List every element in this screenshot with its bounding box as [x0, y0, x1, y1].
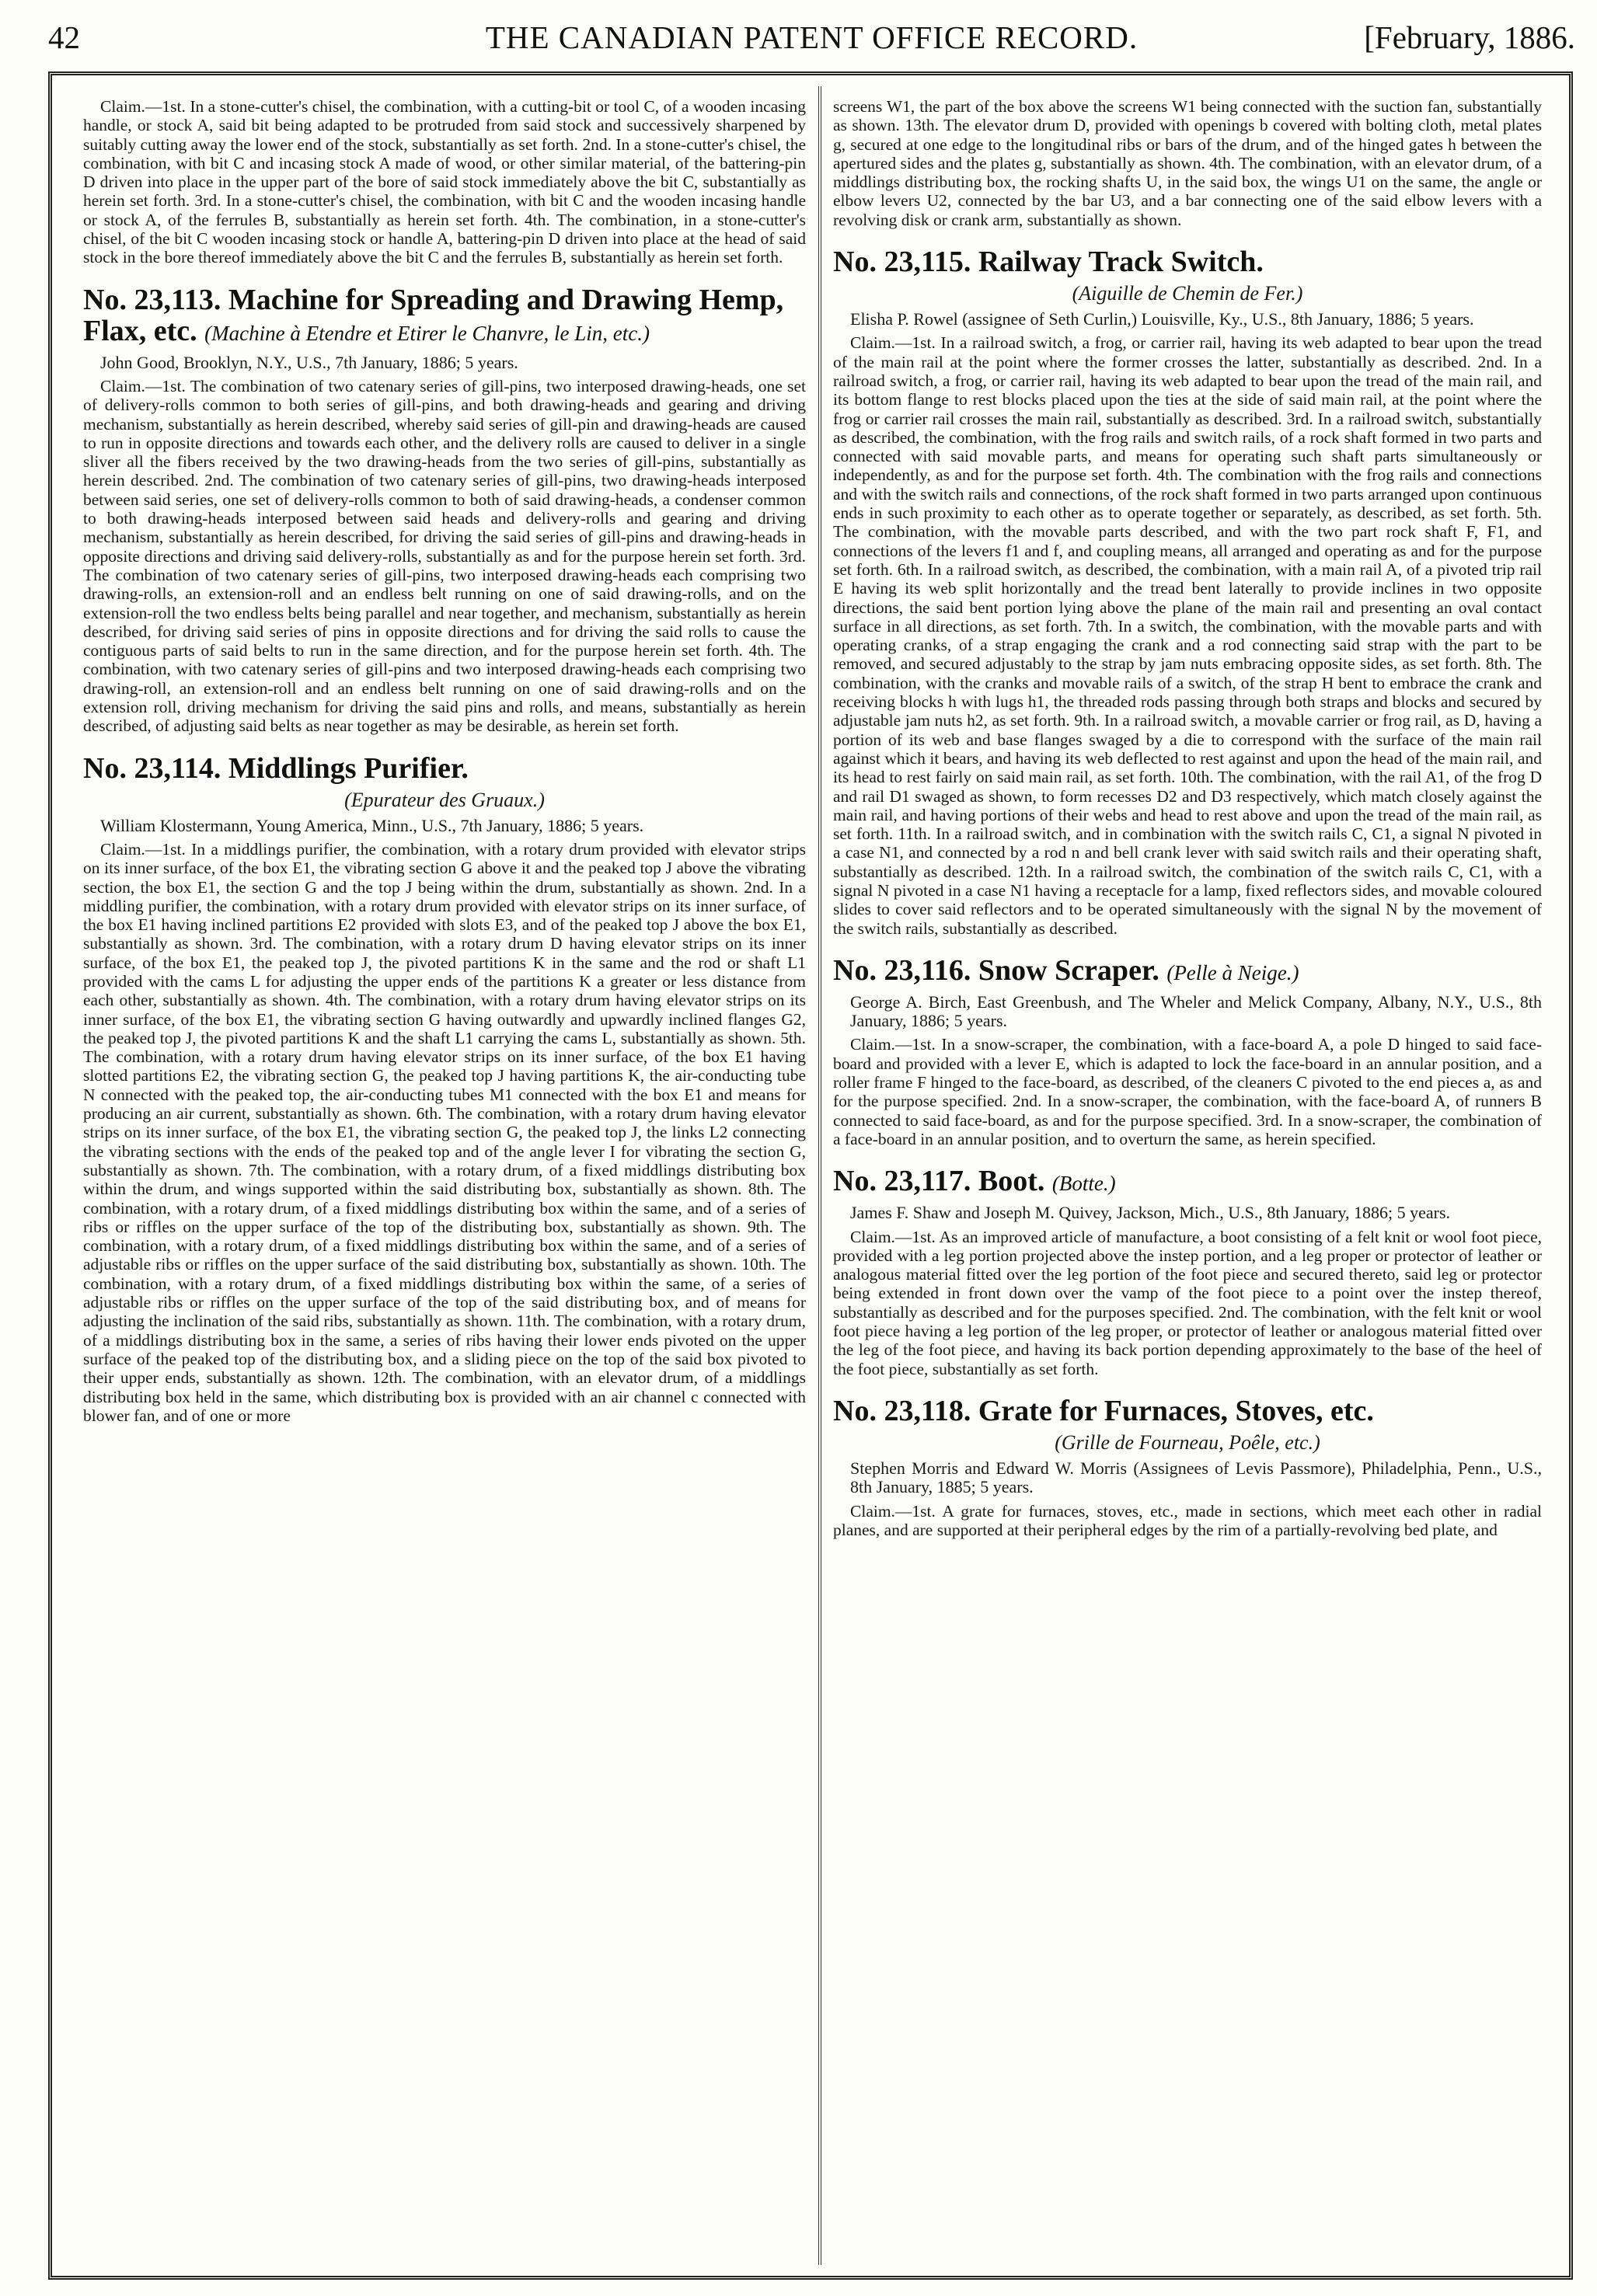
- right-column: [833, 97, 1542, 2262]
- patent-number: No. 23,114.: [83, 751, 221, 785]
- running-head: [48, 14, 1575, 61]
- patentee-line: John Good, Brooklyn, N.Y., U.S., 7th January, 1886; 5 years.: [100, 352, 518, 372]
- french-title: (Pelle à Neige.): [1166, 960, 1299, 984]
- french-title: (Grille de Fourneau, Poêle, etc.): [1055, 1430, 1320, 1454]
- page-frame: [48, 71, 1573, 2280]
- patentee-line: Elisha P. Rowel (assignee of Seth Curlin,) Louisville, Ky., U.S., 8th January, 1886; 5 years.: [850, 309, 1474, 329]
- entry-heading: [833, 955, 1542, 988]
- patentee-line: George A. Birch, East Greenbush, and The Wheler and Melick Company, Albany, N.Y., U.S., 8th January, 1886; 5 years.: [850, 991, 1542, 1031]
- patentee-line: William Klostermann, Young America, Minn., U.S., 7th January, 1886; 5 years.: [100, 815, 644, 835]
- claim-text: Claim.—1st. The combination of two catenary series of gill-pins, two interposed drawing-heads, one set of delivery-rolls common to both series of gill-pins, and both drawing-heads and gearing and driving mechanism, substantially as herein described, whereby said series of gill-pin and drawing-heads are caused to run in opposite directions and towards each other, and the delivery rolls are caused to deliver in a single sliver all the fibers received by the two drawing-heads from the two series of gill-pins, substantially as herein described. 2nd. The combination of two catenary series of gill-pins, two drawing-heads interposed between said series, one set of delivery-rolls common to both of said drawing-heads, a condenser common to both drawing-heads interposed between said heads and delivery-rolls and gearing and driving mechanism, substantially as herein described, for driving the said series of gill-pins and drawing-heads in opposite directions and driving said delivery-rolls, substantially as and for the purpose herein set forth. 3rd. The combination of two catenary series of gill-pins, two interposed drawing-heads each comprising two drawing-rolls, an extension-roll and an endless belt running on one of said drawing-rolls, and on the extension-roll the two endless belts being parallel and near together, and mechanism, substantially as herein described, for driving said series of pins in opposite directions and for driving the said rolls to cause the contiguous parts of said belts to run in the same direction, and for the purpose herein set forth. 4th. The combination, with two catenary series of gill-pins and two interposed drawing-heads each comprising two drawing-roll, an extension-roll and an endless belt running on one of said drawing-rolls and on the extension roll, driving mechanism for driving the said pins and rolls, and means, substantially as herein described, of adjusting said belts as near together as may be desirable, as herein set forth.: [83, 376, 806, 736]
- french-title: (Epurateur des Gruaux.): [344, 788, 545, 811]
- left-column: [83, 97, 806, 2262]
- patent-number: No. 23,113.: [83, 283, 221, 316]
- french-title: (Aiguille de Chemin de Fer.): [1072, 282, 1303, 305]
- claim-text: Claim.—1st. A grate for furnaces, stoves, etc., made in sections, which meet each other in radial planes, and are supported at their peripheral edges by the rim of a partially-revolving bed plate, and: [833, 1501, 1542, 1539]
- publication-title: THE CANADIAN PATENT OFFICE RECORD.: [485, 19, 1138, 55]
- french-title: (Botte.): [1051, 1172, 1116, 1196]
- claim-text: Claim.—1st. As an improved article of manufacture, a boot consisting of a felt knit or wool foot piece, provided with a leg portion projected above the instep portion, and a leg proper or protector of leather or analogous material fitted over the leg portion of the foot piece and secured thereto, said leg or protector being extended in front down over the vamp of the foot piece to a point over the instep thereof, substantially as described and for the purposes specified. 2nd. The combination, with the felt knit or wool foot piece having a leg portion of the leg proper, or protector of leather or analogous material fitted over the leg of the foot piece, and having its back portion depending approximately to the base of the heel of the foot piece, substantially as set forth.: [833, 1227, 1542, 1378]
- patent-title: Boot.: [978, 1165, 1045, 1198]
- patent-entry-23118: [833, 1395, 1542, 1539]
- entry-heading: [833, 1165, 1542, 1199]
- patent-entry-23113: [83, 284, 806, 736]
- patent-number: No. 23,118.: [833, 1394, 971, 1427]
- entry-heading: [83, 284, 806, 349]
- patent-number: No. 23,116.: [833, 953, 971, 987]
- issue-date: [February, 1886.: [1364, 19, 1575, 55]
- patent-entry-23116: [833, 955, 1542, 1148]
- claim-text: Claim.—1st. In a snow-scraper, the combination, with a face-board A, a pole D hinged to said face-board and provided with a lever E, which is adapted to lock the face-board in an annular position, and a roller frame F hinged to the face-board, as described, of the cleaners C pivoted to the end pieces a, as and for the purpose specified. 2nd. In a snow-scraper, the combination, with the face-board A, of runners B connected to said face-board, as and for the purpose specified. 3rd. In a snow-scraper, the combination of a face-board in an annular position, and to overturn the same, as herein specified.: [833, 1035, 1542, 1148]
- patent-number: No. 23,117.: [833, 1165, 971, 1198]
- patent-title: Grate for Furnaces, Stoves, etc.: [978, 1394, 1374, 1427]
- patent-number: No. 23,115.: [833, 246, 971, 279]
- patent-entry-23117: [833, 1165, 1542, 1378]
- continued-claim: Claim.—1st. In a stone-cutter's chisel, the combination, with a cutting-bit or tool C, of a wooden incasing handle, or stock A, said bit being adapted to be protruded from said stock and successively sharpened by suitably cutting away the lower end of the stock, substantially as set forth. 2nd. In a stone-cutter's chisel, the combination, with bit C and incasing stock A made of wood, or other similar material, of the battering-pin D driven into place in the upper part of the bore of said stock immediately above the bit C, substantially as herein set forth. 3rd. In a stone-cutter's chisel, the combination, with bit C and the wooden incasing handle or stock A, of the ferrules B, substantially as herein set forth. 4th. The combination, in a stone-cutter's chisel, of the bit C wooden incasing stock or handle A, battering-pin D driven into place at the head of said stock in the bore thereof immediately above the bit C and the ferrules B, substantially as herein set forth.: [83, 97, 806, 267]
- entry-heading: [833, 246, 1542, 277]
- continued-claim: screens W1, the part of the box above the screens W1 being connected with the suction fan, substantially as shown. 13th. The elevator drum D, provided with openings b covered with bolting cloth, metal plates g, secured at one edge to the longitudinal ribs or bars of the drum, and of the hinged gates h between the apertured sides and the plates g, substantially as shown. 4th. The combination, with an elevator drum, of a middlings distributing box, the rocking shafts U, in the said box, the wings U1 on the same, the angle or elbow levers U2, connected by the bar U3, and a bar connecting one of the said elbow levers with a revolving disk or crank arm, substantially as shown.: [833, 97, 1542, 229]
- french-title: (Machine à Etendre et Etirer le Chanvre, le Lin, etc.): [204, 321, 650, 345]
- page-number: 42: [48, 19, 80, 55]
- patent-title: Railway Track Switch.: [978, 246, 1264, 279]
- patent-entry-23114: [83, 753, 806, 1426]
- claim-text: Claim.—1st. In a middlings purifier, the combination, with a rotary drum provided with elevator strips on its inner surface, of the box E1, the vibrating section G above it and the peaked top J above the vibrating section, the box E1, the section G and the top J being within the drum, substantially as shown. 2nd. In a middling purifier, the combination, with a rotary drum provided with elevator strips on its inner surface, of the box E1 having inclined partitions E2 provided with slots E3, and of the peaked top J above the box E1, substantially as shown. 3rd. The combination, with a rotary drum D having elevator strips on its inner surface, of the box E1, the peaked top J, the pivoted partitions K in the same and the rod or shaft L1 provided with the cams L for adjusting the upper ends of the partitions K a greater or less distance from each other, substantially as shown. 4th. The combination, with a rotary drum having elevator strips on its inner surface, of the box E1, the vibrating section G having outwardly and upwardly inclined flanges G2, the peaked top J, the pivoted partitions K and the shaft L1 carrying the cams L, substantially as shown. 5th. The combination, with a rotary drum having elevator strips on its inner surface, of the box E1 having slotted partitions E2, the vibrating section G, the peaked top J having partitions K, the air-conducting tube N connected with the peaked top, the air-conducting tubes M1 connected with the box E1 and means for producing an air current, substantially as shown. 6th. The combination, with a rotary drum having elevator strips on its inner surface, of the box E1, the vibrating section G, the peaked top J, the links L2 connecting the vibrating sections with the ends of the peaked top and of the angle lever I for vibrating the section G, substantially as shown. 7th. The combination, with a rotary drum, of a fixed middlings distributing box within the drum, and wings supported within the said distributing box, substantially as shown. 8th. The combination, with a rotary drum, of a fixed middlings distributing box within the same, and of a series of ribs or riffles on the upper surface of the top of the distributing box, substantially as shown. 9th. The combination, with a rotary drum, of a fixed middlings distributing box within the same, and of a series of adjustable ribs or riffles on the upper surface of the said distributing box, substantially as shown. 10th. The combination, with a rotary drum, of a fixed middlings distributing box within the same, of a series of adjustable ribs or riffles on the upper surface of the top of the said distributing box, and of means for adjusting the inclination of the said ribs, substantially as shown. 11th. The combination, with a rotary drum, of a middlings distributing box in the same, a series of ribs having their lower ends pivoted on the upper surface of the peaked top of the distributing box, and a sliding piece on the top of the said box pivoted to their upper ends, substantially as shown. 12th. The combination, with an elevator drum, of a middlings distributing box held in the same, which distributing box is provided with an air channel c connected with blower fan, and of one or more: [83, 839, 806, 1425]
- patent-title: Middlings Purifier.: [228, 751, 469, 785]
- entry-heading: [833, 1395, 1542, 1427]
- patentee-line: Stephen Morris and Edward W. Morris (Assignees of Levis Passmore), Philadelphia, Penn., U.S., 8th January, 1885; 5 years.: [850, 1458, 1542, 1497]
- column-divider: [818, 86, 821, 2265]
- claim-text: Claim.—1st. In a railroad switch, a frog, or carrier rail, having its web adapted to bear upon the tread of the main rail at the point where the former crosses the latter, substantially as described. 2nd. In a railroad switch, a frog, or carrier rail, having its web adapted to bear upon the tread of the main rail, and its bottom flange to rest blocks placed upon the ties at the side of said main rail, at the point where the frog or carrier rail crosses the main rail, substantially as described. 3rd. In a railroad switch, substantially as described, the combination, with the frog rails and switch rails, of a rock shaft formed in two parts and connected with said movable parts, and means for operating such shaft parts simultaneously or independently, as and for the purpose set forth. 4th. The combination with the frog rails and connections and with the switch rails and connections, of the rock shaft formed in two parts arranged upon continuous ends in such proximity to each other as to operate together or separately, as described, as set forth. 5th. The combination, with the movable parts described, and with the two part rock shaft F, F1, and connections of the levers f1 and f, and coupling means, all arranged and operating as and for the purpose set forth. 6th. In a railroad switch, as described, the combination, with a main rail A, of a pivoted trip rail E having its web split horizontally and the tread bent laterally to provide inclines in two opposite directions, the said bent portion lying above the plane of the main rail and presenting an oval contact surface in all directions, as set forth. 7th. In a switch, the combination, with the movable parts and with operating cranks, of a strap engaging the crank and a rod connecting said strap with the part to be removed, and secured adjustably to the strap by jam nuts embracing opposite sides, as set forth. 8th. The combination, with the cranks and movable rails of a switch, of the strap H bent to embrace the crank and receiving blocks h with lugs h1, the threaded rods passing through both straps and blocks and secured by adjustable jam nuts h2, as set forth. 9th. In a railroad switch, a movable carrier or frog rail, as D, having a portion of its web and base flanges swaged by a die to correspond with the surface of the main rail against which it bears, and having its web deflected to rest against and upon the head of the main rail, and its head to rest fairly on said main rail, as set forth. 10th. The combination, with the rail A1, of the frog D and rail D1 swaged as shown, to form recesses D2 and D3 respectively, which match closely against the main rail, and having portions of their webs and head to rest above and upon the tread of the main rail, as set forth. 11th. In a railroad switch, and in combination with the switch rails C, C1, a signal N pivoted in a case N1, and connected by a rod n and bell crank lever with said switch rails and their operating shaft, substantially as described. 12th. In a railroad switch, the combination of the switch rails C, C1, with a signal N pivoted in a case N1 having a receptacle for a lamp, fixed reflectors sides, and movable coloured slides to cover said reflectors and to be operated simultaneously with the signal N by the movement of the switch rails, substantially as described.: [833, 333, 1542, 938]
- patent-title: Snow Scraper.: [978, 953, 1159, 987]
- patent-title: Machine for Spreading and Drawing Hemp, Flax, etc.: [83, 283, 784, 347]
- patentee-line: James F. Shaw and Joseph M. Quivey, Jackson, Mich., U.S., 8th January, 1886; 5 years.: [850, 1203, 1451, 1223]
- entry-heading: [83, 753, 806, 784]
- patent-entry-23115: [833, 246, 1542, 938]
